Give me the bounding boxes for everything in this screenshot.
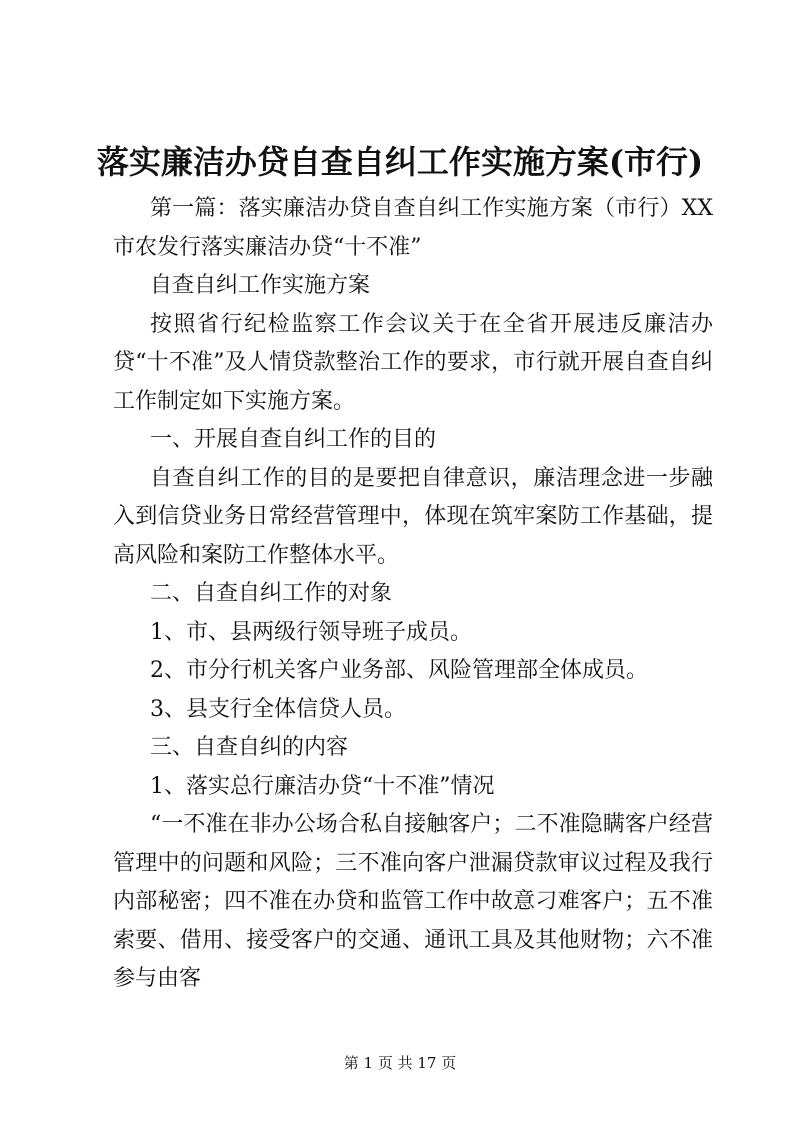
paragraph-11: 1、落实总行廉洁办贷“十不准”情况 <box>150 773 495 799</box>
document-body <box>113 190 713 999</box>
paragraph-2: 自查自纠工作实施方案 <box>150 273 371 298</box>
paragraph-10: 三、自查自纠的内容 <box>150 735 349 760</box>
paragraph-12: “一不准在非办公场合私自接触客户；二不准隐瞒客户经营管理中的问题和风险；三不准向客户泄漏贷款审议过程及我行内部秘密；四不准在办贷和监管工作中故意刁难客户；五不准索要、借用、接受客户的交通、通讯工具及其他财物；六不准参与由客 <box>113 812 713 991</box>
paragraph-6: 二、自查自纠工作的对象 <box>150 581 393 606</box>
document-title: 落实廉洁办贷自查自纠工作实施方案(市行) <box>96 143 704 181</box>
page-number-footer: 第 1 页 共 17 页 <box>343 1054 457 1072</box>
paragraph-5: 自查自纠工作的目的是要把自律意识，廉洁理念进一步融入到信贷业务日常经营管理中，体现在筑牢案防工作基础，提高风险和案防工作整体水平。 <box>113 465 713 568</box>
paragraph-1: 第一篇：落实廉洁办贷自查自纠工作实施方案（市行）XX市农发行落实廉洁办贷“十不准” <box>113 196 713 260</box>
paragraph-3: 按照省行纪检监察工作会议关于在全省开展违反廉洁办贷“十不准”及人情贷款整治工作的要求，市行就开展自查自纠工作制定如下实施方案。 <box>113 311 713 414</box>
paragraph-7: 1、市、县两级行领导班子成员。 <box>150 619 472 645</box>
paragraph-4: 一、开展自查自纠工作的目的 <box>150 427 437 452</box>
paragraph-9: 3、县支行全体信贷人员。 <box>150 696 406 722</box>
paragraph-8: 2、市分行机关客户业务部、风险管理部全体成员。 <box>150 658 648 683</box>
